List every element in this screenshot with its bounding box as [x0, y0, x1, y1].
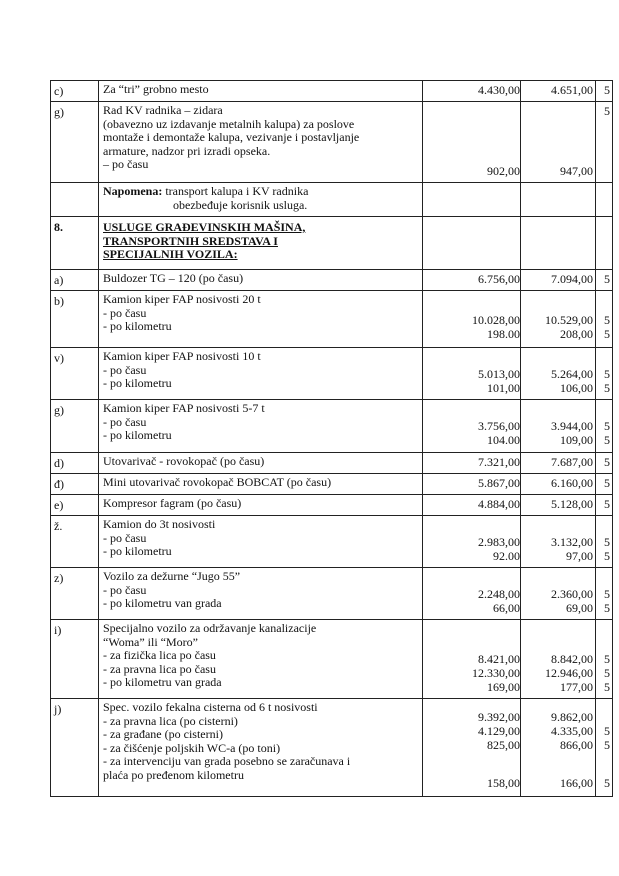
item-description: [103, 291, 418, 336]
price-value: 6.756,00: [478, 272, 520, 286]
price-value: 10.028,00: [472, 313, 520, 327]
price-with-tax-value: 7.094,00: [551, 272, 593, 286]
row-label: g): [54, 403, 64, 417]
tax-rate-value: 5: [604, 724, 610, 738]
item-description: [103, 568, 418, 613]
table-row: [50, 453, 613, 474]
description-line: Buldozer TG – 120 (po času): [103, 271, 244, 285]
description-line: montaže i demontaže kalupa, vezivanje i postavljanje: [103, 130, 360, 144]
tax-rate-value: 5: [604, 587, 610, 601]
description-line: - za intervenciju van grada posebno se zaračunava i: [103, 754, 351, 768]
item-description: [103, 400, 418, 445]
price-value: 104.00: [487, 433, 520, 447]
row-label: đ): [54, 477, 64, 491]
description-line: Kamion kiper FAP nosivosti 10 t: [103, 349, 261, 363]
description-line: Kompresor fagram (po času): [103, 496, 242, 510]
description-line: - po kilometru: [103, 319, 172, 333]
price-value: 92.00: [493, 549, 520, 563]
tax-rate-value: 5: [604, 738, 610, 752]
tax-rate-value: 5: [604, 652, 610, 666]
heading-line: SPECIJALNIH VOZILA:: [103, 247, 238, 261]
price-value: 4.129,00: [478, 724, 520, 738]
price-with-tax-value: 166,00: [560, 776, 593, 790]
item-description: [103, 81, 418, 99]
description-line: (obavezno uz izdavanje metalnih kalupa) za poslove: [103, 116, 355, 131]
note-line: obezbeđuje korisnik usluga.: [173, 197, 308, 212]
price-with-tax-value: 6.160,00: [551, 476, 593, 490]
row-label: e): [54, 498, 64, 512]
table-row: [50, 620, 613, 699]
row-label: ž.: [54, 519, 63, 533]
description-line: Mini utovarivač rovokopač BOBCAT (po času): [103, 475, 332, 489]
description-line: Specijalno vozilo za održavanje kanalizacije: [103, 621, 317, 635]
price-value: 4.884,00: [478, 497, 520, 511]
price-value: 825,00: [487, 738, 520, 752]
heading-line: USLUGE GRAĐEVINSKIH MAŠINA,: [103, 220, 306, 234]
tax-rate-value: 5: [604, 549, 610, 563]
row-label: c): [54, 84, 64, 98]
price-value: 66,00: [493, 601, 520, 615]
price-with-tax-value: 208,00: [560, 327, 593, 341]
price-with-tax-value: 106,00: [560, 381, 593, 395]
price-value: 2.248,00: [478, 587, 520, 601]
price-value: 8.421,00: [478, 652, 520, 666]
item-description: [103, 495, 418, 513]
price-with-tax-value: 12.946,00: [545, 666, 593, 680]
description-line: - po kilometru: [103, 428, 172, 442]
description-line: armature, nadzor pri izradi opseka.: [103, 143, 271, 158]
description-line: Za “tri” grobno mesto: [103, 82, 209, 96]
row-label: g): [54, 105, 64, 119]
tax-rate-value: 5: [604, 272, 610, 286]
price-value: 2.983,00: [478, 535, 520, 549]
item-description: [103, 516, 418, 561]
description-line: - po kilometru: [103, 376, 172, 390]
price-with-tax-value: 3.944,00: [551, 419, 593, 433]
description-line: - po času: [103, 582, 147, 597]
table-row: [50, 270, 613, 291]
tax-rate-value: 5: [604, 381, 610, 395]
price-with-tax-value: 177,00: [560, 680, 593, 694]
price-with-tax-value: 947,00: [560, 164, 593, 178]
tax-rate-value: 5: [604, 497, 610, 511]
table-row: [50, 348, 613, 400]
row-label: 8.: [54, 220, 63, 234]
price-with-tax-value: 109,00: [560, 433, 593, 447]
tax-rate-value: 5: [604, 433, 610, 447]
section-heading: [103, 217, 418, 264]
description-line: – po času: [103, 157, 149, 171]
price-value: 5.013,00: [478, 367, 520, 381]
tax-rate-value: 5: [604, 104, 610, 118]
row-label: z): [54, 571, 64, 585]
price-with-tax-value: 9.862,00: [551, 710, 593, 724]
price-value: 12.330,00: [472, 666, 520, 680]
tax-rate-value: 5: [604, 535, 610, 549]
price-with-tax-value: 5.128,00: [551, 497, 593, 511]
item-description: [103, 270, 418, 288]
table-row: [50, 474, 613, 495]
description-line: - po kilometru van grada: [103, 675, 222, 689]
description-line: Rad KV radnika – zidara: [103, 103, 223, 117]
tax-rate-value: 5: [604, 455, 610, 469]
description-line: - po času: [103, 414, 147, 429]
description-line: - po kilometru: [103, 544, 172, 558]
price-with-tax-value: 97,00: [566, 549, 593, 563]
description-line: - po času: [103, 530, 147, 545]
price-with-tax-value: 8.842,00: [551, 652, 593, 666]
table-row: [50, 400, 613, 453]
price-with-tax-value: 2.360,00: [551, 587, 593, 601]
item-description: [103, 453, 418, 471]
description-line: - po času: [103, 305, 147, 320]
tax-rate-value: 5: [604, 367, 610, 381]
price-with-tax-value: 4.651,00: [551, 83, 593, 97]
price-with-tax-value: 7.687,00: [551, 455, 593, 469]
table-row: [50, 516, 613, 568]
price-value: 4.430,00: [478, 83, 520, 97]
tax-rate-value: 5: [604, 476, 610, 490]
tax-rate-value: 5: [604, 313, 610, 327]
description-line: Utovarivač - rovokopač (po času): [103, 454, 265, 468]
table-row: [50, 495, 613, 516]
table-row: [50, 699, 613, 797]
table-row: [50, 217, 613, 270]
row-label: j): [54, 702, 62, 716]
price-value: 158,00: [487, 776, 520, 790]
description-line: - za čišćenje poljskih WC-a (po toni): [103, 740, 281, 755]
tax-rate-value: 5: [604, 83, 610, 97]
price-with-tax-value: 4.335,00: [551, 724, 593, 738]
tax-rate-value: 5: [604, 680, 610, 694]
price-with-tax-value: 3.132,00: [551, 535, 593, 549]
price-with-tax-value: 866,00: [560, 738, 593, 752]
tax-rate-value: 5: [604, 776, 610, 790]
note-label: Napomena:: [103, 184, 163, 198]
price-value: 3.756,00: [478, 419, 520, 433]
table-row: [50, 102, 613, 183]
description-line: - za pravna lica (po cisterni): [103, 713, 238, 728]
price-value: 101,00: [487, 381, 520, 395]
price-value: 7.321,00: [478, 455, 520, 469]
description-line: Kamion kiper FAP nosivosti 5-7 t: [103, 401, 265, 415]
price-value: 9.392,00: [478, 710, 520, 724]
row-label: d): [54, 456, 64, 470]
price-with-tax-value: 69,00: [566, 601, 593, 615]
price-value: 5.867,00: [478, 476, 520, 490]
tax-rate-value: 5: [604, 601, 610, 615]
price-value: 902,00: [487, 164, 520, 178]
description-line: Kamion do 3t nosivosti: [103, 517, 216, 531]
item-description: [103, 474, 418, 492]
description-line: Spec. vozilo fekalna cisterna od 6 t nosivosti: [103, 700, 318, 714]
price-value: 169,00: [487, 680, 520, 694]
row-label: b): [54, 294, 64, 308]
tax-rate-value: 5: [604, 419, 610, 433]
description-line: “Woma” ili “Moro”: [103, 634, 198, 649]
tax-rate-value: 5: [604, 327, 610, 341]
table-row: [50, 183, 613, 217]
description-line: - za pravna lica po času: [103, 661, 216, 676]
description-line: - za građane (po cisterni): [103, 727, 223, 741]
item-description: [103, 102, 418, 174]
note-line: transport kalupa i KV radnika: [165, 184, 309, 198]
price-table: [50, 80, 613, 797]
row-label: v): [54, 351, 64, 365]
description-line: - po kilometru van grada: [103, 596, 222, 610]
price-value: 198.00: [487, 327, 520, 341]
note: [103, 183, 418, 214]
price-with-tax-value: 10.529,00: [545, 313, 593, 327]
heading-line: TRANSPORTNIH SREDSTAVA I: [103, 233, 278, 248]
item-description: [103, 620, 418, 692]
description-line: - za fizička lica po času: [103, 648, 216, 662]
table-row: [50, 568, 613, 620]
row-label: i): [54, 623, 62, 637]
tax-rate-value: 5: [604, 666, 610, 680]
description-line: plaća po pređenom kilometru: [103, 767, 244, 782]
description-line: Kamion kiper FAP nosivosti 20 t: [103, 292, 261, 306]
price-with-tax-value: 5.264,00: [551, 367, 593, 381]
description-line: - po času: [103, 362, 147, 377]
item-description: [103, 699, 418, 784]
row-label: a): [54, 273, 64, 287]
item-description: [103, 348, 418, 393]
description-line: Vozilo za dežurne “Jugo 55”: [103, 569, 241, 583]
table-row: [50, 80, 613, 102]
table-row: [50, 291, 613, 348]
